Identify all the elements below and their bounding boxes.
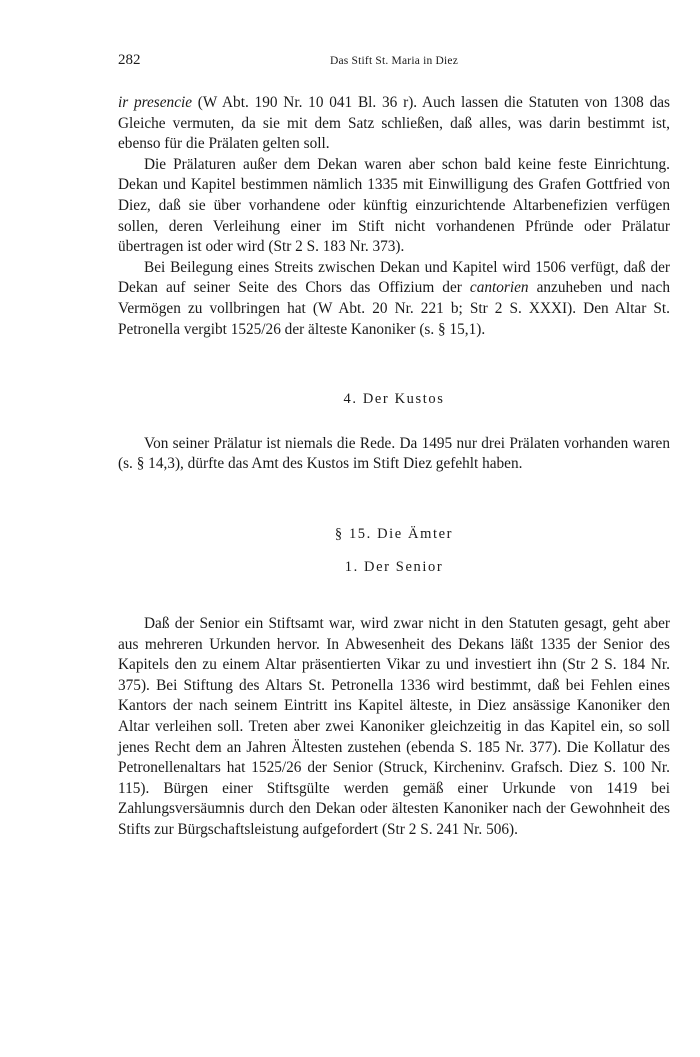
paragraph-3-text-a: Bei Beilegung eines Streits zwischen Dekan und Kapitel wird 1506 verfügt, daß der Dekan auf seiner Seite des Chors das Offizium der [118, 258, 670, 297]
italic-lead: ir presencie [118, 94, 193, 111]
section-heading-aemter: § 15. Die Ämter [334, 525, 454, 542]
paragraph-2: Die Prälaturen außer dem Dekan waren aber schon bald keine feste Einrichtung. Dekan und Kapitel bestimmen nämlich 1335 mit Einwilligung des Grafen Gottfried von Diez, daß sie über vorhandene oder künftig einzurichtende Altarbenefizien verfügen sollen, deren Verleihung einer im Stift nicht vorhandenen Pfründe oder Prälatur übertragen ist oder wird (Str 2 S. 183 Nr. 373). [118, 155, 670, 256]
page-header [118, 50, 670, 72]
section-heading-kustos: 4. Der Kustos [343, 391, 445, 408]
paragraph-kustos: Von seiner Prälatur ist niemals die Rede. Da 1495 nur drei Prälaten vorhanden waren (s. § 14,3), dürfte das Amt des Kustos im Stift Diez gefehlt haben. [118, 434, 670, 473]
italic-term: cantorien [469, 279, 529, 297]
paragraph-senior: Daß der Senior ein Stiftsamt war, wird zwar nicht in den Statuten gesagt, geht aber aus mehreren Urkunden hervor. In Abwesenheit des Dekans läßt 1335 der Senior des Kapitels den zu einem Altar präsentierten Vikar zu und investiert ihn (Str 2 S. 184 Nr. 375). Bei Stiftung des Altars St. Petronella 1336 wird bestimmt, daß bei Fehlen eines Kantors der nach seinem Eintritt ins Kapitel älteste, in Diez ansässige Kanoniker den Altar verleihen soll. Treten aber zwei Kanoniker gleichzeitig in das Kapitel ein, so soll jenes Recht dem an Jahren Ältesten zustehen (ebenda S. 185 Nr. 377). Die Kollatur des Petronellenaltars hat 1525/26 der Senior (Struck, Kircheninv. Grafsch. Diez S. 100 Nr. 115). Bürgen einer Stiftsgülte werden gemäß einer Urkunde von 1419 bei Zahlungsversäumnis durch den Dekan oder ältesten Kanoniker nach der Gewohnheit des Stifts zur Bürgschaftsleistung aufgefordert (Str 2 S. 241 Nr. 506). [118, 615, 670, 839]
paragraph-3-text-b: anzuheben und nach Vermögen zu vollbringen hat (W Abt. 20 Nr. 221 b; Str 2 S. XXXI). Den Altar St. Petronella vergibt 1525/26 der älteste Kanoniker (s. § 15,1). [118, 279, 670, 338]
page-number: 282 [118, 52, 141, 68]
paragraph-3 [118, 258, 670, 340]
subsection-heading-senior: 1. Der Senior [344, 558, 444, 575]
running-title: Das Stift St. Maria in Diez [329, 55, 459, 67]
paragraph-1-text: (W Abt. 190 Nr. 10 041 Bl. 36 r). Auch lassen die Statuten von 1308 das Gleiche vermuten, da sie mit dem Satz schließen, daß alles, was darin bestimmt ist, ebenso für die Prälaten gelten soll. [118, 94, 670, 153]
book-page [118, 50, 670, 841]
paragraph-1 [118, 93, 670, 155]
